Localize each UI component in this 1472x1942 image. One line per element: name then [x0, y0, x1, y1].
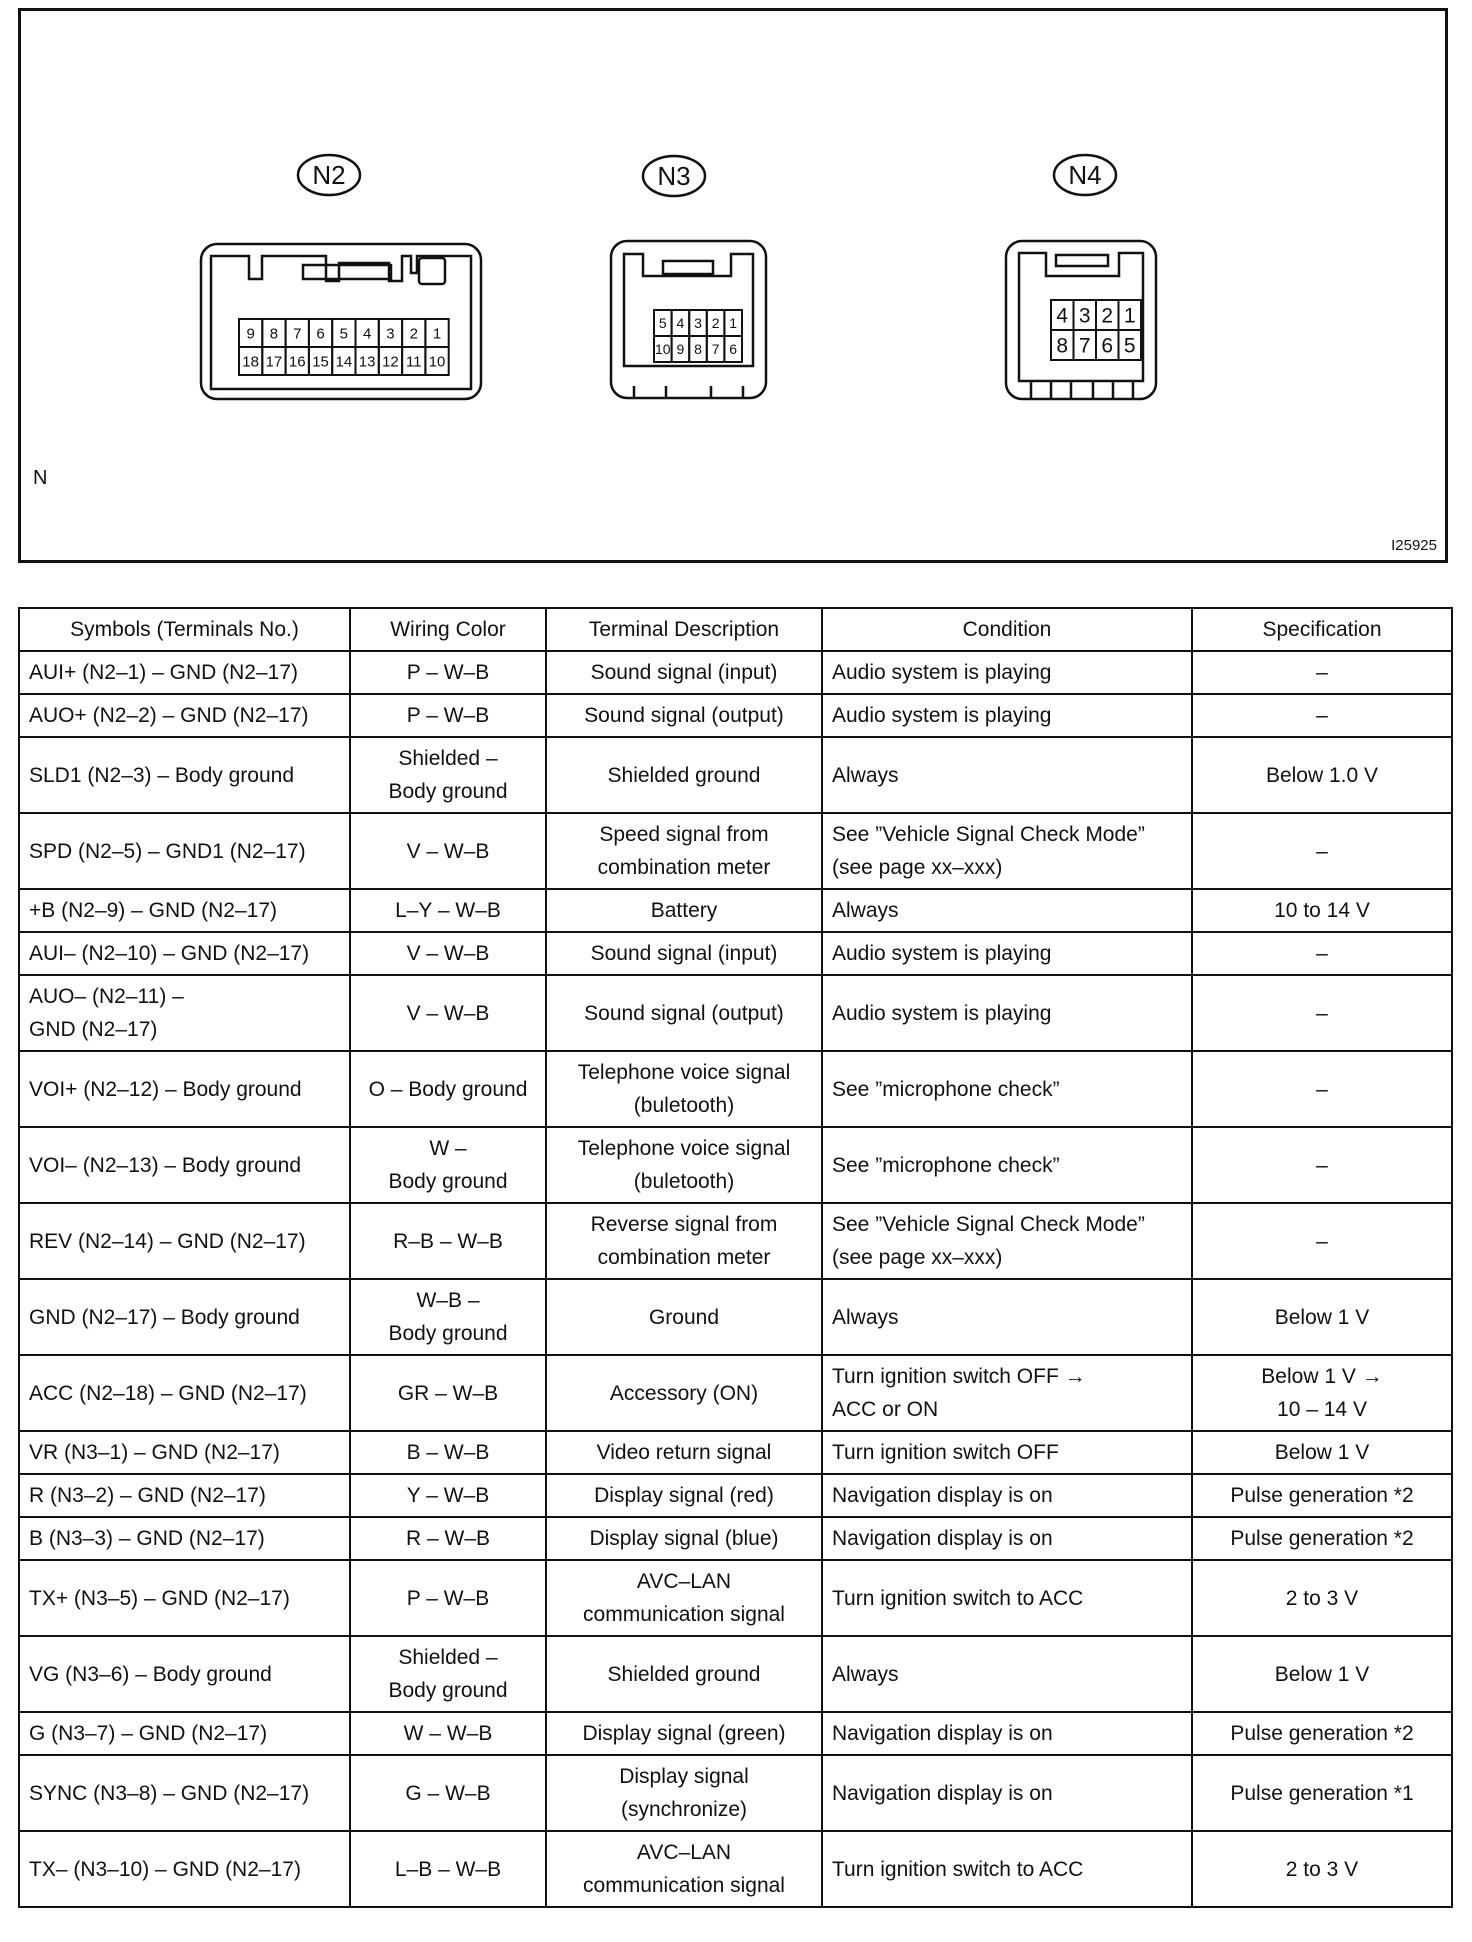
- table-row: [19, 1560, 1452, 1636]
- connector-pin-number: 8: [269, 325, 279, 343]
- condition-cell: Audio system is playing: [822, 975, 1192, 1051]
- specification-cell: Below 1 V: [1192, 1636, 1452, 1712]
- specification-cell: 2 to 3 V: [1192, 1831, 1452, 1907]
- table-row: [19, 1431, 1452, 1474]
- condition-cell: Turn ignition switch OFF → ACC or ON: [822, 1355, 1192, 1431]
- table-row: [19, 651, 1452, 694]
- table-row: [19, 889, 1452, 932]
- connector-pin-number: 6: [1101, 334, 1114, 358]
- condition-cell: Audio system is playing: [822, 651, 1192, 694]
- specification-cell: Pulse generation *2: [1192, 1517, 1452, 1560]
- terminal-symbol-cell: R (N3–2) – GND (N2–17): [19, 1474, 350, 1517]
- table-row: [19, 1831, 1452, 1907]
- terminal-description-cell: AVC–LAN communication signal: [546, 1560, 822, 1636]
- connector-pin-number: 7: [711, 341, 720, 358]
- connector-pin-number: 3: [694, 315, 702, 332]
- connector-pin-number: 8: [694, 341, 702, 358]
- terminal-description-cell: Video return signal: [546, 1431, 822, 1474]
- connector-pin-number: 11: [405, 353, 422, 371]
- wiring-color-cell: Shielded – Body ground: [350, 737, 546, 813]
- terminal-symbol-cell: SYNC (N3–8) – GND (N2–17): [19, 1755, 350, 1831]
- terminal-description-cell: Speed signal from combination meter: [546, 813, 822, 889]
- table-row: [19, 1517, 1452, 1560]
- connector-label-n3: N3: [657, 161, 691, 191]
- condition-cell: See ”Vehicle Signal Check Mode” (see page xx–xxx): [822, 1203, 1192, 1279]
- header-condition: Condition: [822, 608, 1192, 651]
- condition-cell: Always: [822, 1636, 1192, 1712]
- connector-pin-number: 6: [316, 325, 325, 343]
- specification-cell: Pulse generation *2: [1192, 1712, 1452, 1755]
- terminal-description-cell: Display signal (red): [546, 1474, 822, 1517]
- condition-cell: Navigation display is on: [822, 1517, 1192, 1560]
- connector-pin-number: 10: [655, 341, 671, 358]
- wiring-color-cell: P – W–B: [350, 651, 546, 694]
- wiring-color-cell: G – W–B: [350, 1755, 546, 1831]
- terminal-symbol-cell: G (N3–7) – GND (N2–17): [19, 1712, 350, 1755]
- specification-cell: –: [1192, 1203, 1452, 1279]
- header-symbols: Symbols (Terminals No.): [19, 608, 350, 651]
- connector-pin-number: 5: [1123, 334, 1136, 358]
- condition-cell: Audio system is playing: [822, 694, 1192, 737]
- connector-pin-number: 14: [335, 353, 353, 371]
- connector-pin-number: 1: [729, 315, 738, 332]
- terminal-symbol-cell: TX+ (N3–5) – GND (N2–17): [19, 1560, 350, 1636]
- condition-cell: See ”microphone check”: [822, 1051, 1192, 1127]
- specification-cell: 10 to 14 V: [1192, 889, 1452, 932]
- terminal-description-cell: Telephone voice signal (buletooth): [546, 1127, 822, 1203]
- connector-pin-number: 3: [1078, 304, 1091, 328]
- terminal-symbol-cell: TX– (N3–10) – GND (N2–17): [19, 1831, 350, 1907]
- condition-cell: Turn ignition switch OFF: [822, 1431, 1192, 1474]
- condition-cell: See ”Vehicle Signal Check Mode” (see page xx–xxx): [822, 813, 1192, 889]
- wiring-color-cell: V – W–B: [350, 932, 546, 975]
- wiring-color-cell: O – Body ground: [350, 1051, 546, 1127]
- condition-cell: Navigation display is on: [822, 1712, 1192, 1755]
- terminal-description-cell: Sound signal (output): [546, 694, 822, 737]
- table-row: [19, 1712, 1452, 1755]
- terminal-description-cell: Accessory (ON): [546, 1355, 822, 1431]
- condition-cell: Always: [822, 1279, 1192, 1355]
- specification-cell: –: [1192, 975, 1452, 1051]
- terminal-symbol-cell: VOI+ (N2–12) – Body ground: [19, 1051, 350, 1127]
- connector-pin-number: 8: [1056, 334, 1069, 358]
- terminal-symbol-cell: AUO– (N2–11) – GND (N2–17): [19, 975, 350, 1051]
- terminal-description-cell: Shielded ground: [546, 1636, 822, 1712]
- connector-label-n4: N4: [1068, 160, 1102, 190]
- wiring-color-cell: Shielded – Body ground: [350, 1636, 546, 1712]
- terminal-description-cell: AVC–LAN communication signal: [546, 1831, 822, 1907]
- wiring-color-cell: W – W–B: [350, 1712, 546, 1755]
- table-row: [19, 1051, 1452, 1127]
- wiring-color-cell: L–Y – W–B: [350, 889, 546, 932]
- wiring-color-cell: W – Body ground: [350, 1127, 546, 1203]
- specification-cell: –: [1192, 651, 1452, 694]
- wiring-color-cell: GR – W–B: [350, 1355, 546, 1431]
- connector-pin-number: 3: [386, 325, 395, 343]
- terminal-description-cell: Shielded ground: [546, 737, 822, 813]
- figure-id: I25925: [1391, 537, 1437, 554]
- connector-pin-number: 4: [1056, 304, 1069, 328]
- terminal-description-cell: Display signal (green): [546, 1712, 822, 1755]
- terminal-symbol-cell: SLD1 (N2–3) – Body ground: [19, 737, 350, 813]
- table-row: [19, 1355, 1452, 1431]
- connector-figure: [18, 8, 1448, 563]
- wiring-color-cell: P – W–B: [350, 1560, 546, 1636]
- condition-cell: Navigation display is on: [822, 1474, 1192, 1517]
- connector-pin-number: 1: [1123, 304, 1136, 328]
- connector-pin-number: 10: [428, 353, 446, 371]
- header-wiring-color: Wiring Color: [350, 608, 546, 651]
- terminal-description-cell: Telephone voice signal (buletooth): [546, 1051, 822, 1127]
- table-row: [19, 932, 1452, 975]
- header-terminal-description: Terminal Description: [546, 608, 822, 651]
- connector-pin-number: 2: [711, 315, 720, 332]
- terminal-symbol-cell: ACC (N2–18) – GND (N2–17): [19, 1355, 350, 1431]
- terminal-symbol-cell: GND (N2–17) – Body ground: [19, 1279, 350, 1355]
- connector-pin-number: 9: [246, 325, 255, 343]
- terminal-description-cell: Sound signal (input): [546, 932, 822, 975]
- table-row: [19, 1636, 1452, 1712]
- table-row: [19, 1127, 1452, 1203]
- terminal-description-cell: Reverse signal from combination meter: [546, 1203, 822, 1279]
- connector-pin-number: 18: [242, 353, 259, 371]
- connector-pin-number: 4: [676, 315, 685, 332]
- table-body: [19, 651, 1452, 1907]
- specification-cell: Below 1 V: [1192, 1279, 1452, 1355]
- wiring-color-cell: V – W–B: [350, 975, 546, 1051]
- connector-label-n2: N2: [312, 160, 346, 190]
- specification-cell: 2 to 3 V: [1192, 1560, 1452, 1636]
- connector-pin-number: 12: [382, 353, 399, 371]
- connector-pin-number: 7: [1078, 334, 1091, 358]
- specification-cell: –: [1192, 694, 1452, 737]
- connector-pin-number: 5: [658, 315, 667, 332]
- connector-pin-number: 13: [358, 353, 376, 371]
- specification-cell: Pulse generation *1: [1192, 1755, 1452, 1831]
- connector-pin-number: 2: [409, 325, 418, 343]
- terminal-description-cell: Display signal (synchronize): [546, 1755, 822, 1831]
- terminal-table: [18, 607, 1453, 1908]
- table-row: [19, 694, 1452, 737]
- connector-pin-number: 15: [312, 353, 329, 371]
- terminal-symbol-cell: VR (N3–1) – GND (N2–17): [19, 1431, 350, 1474]
- table-row: [19, 975, 1452, 1051]
- wiring-color-cell: Y – W–B: [350, 1474, 546, 1517]
- terminal-symbol-cell: AUI– (N2–10) – GND (N2–17): [19, 932, 350, 975]
- header-specification: Specification: [1192, 608, 1452, 651]
- connector-pin-number: 17: [265, 353, 283, 371]
- connector-pin-number: 9: [676, 341, 685, 358]
- table-row: [19, 737, 1452, 813]
- terminal-description-cell: Sound signal (input): [546, 651, 822, 694]
- condition-cell: Navigation display is on: [822, 1755, 1192, 1831]
- condition-cell: Turn ignition switch to ACC: [822, 1831, 1192, 1907]
- terminal-symbol-cell: VOI– (N2–13) – Body ground: [19, 1127, 350, 1203]
- terminal-symbol-cell: AUO+ (N2–2) – GND (N2–17): [19, 694, 350, 737]
- condition-cell: See ”microphone check”: [822, 1127, 1192, 1203]
- condition-cell: Turn ignition switch to ACC: [822, 1560, 1192, 1636]
- terminal-description-cell: Battery: [546, 889, 822, 932]
- specification-cell: Below 1.0 V: [1192, 737, 1452, 813]
- table-row: [19, 1203, 1452, 1279]
- specification-cell: Pulse generation *2: [1192, 1474, 1452, 1517]
- table-row: [19, 813, 1452, 889]
- condition-cell: Always: [822, 889, 1192, 932]
- connector-pin-number: 16: [288, 353, 306, 371]
- terminal-symbol-cell: VG (N3–6) – Body ground: [19, 1636, 350, 1712]
- condition-cell: Audio system is playing: [822, 932, 1192, 975]
- specification-cell: Below 1 V: [1192, 1431, 1452, 1474]
- table-row: [19, 1755, 1452, 1831]
- wiring-color-cell: B – W–B: [350, 1431, 546, 1474]
- specification-cell: –: [1192, 1051, 1452, 1127]
- connector-pin-number: 4: [362, 325, 372, 343]
- terminal-symbol-cell: REV (N2–14) – GND (N2–17): [19, 1203, 350, 1279]
- connector-pin-number: 6: [729, 341, 738, 358]
- wiring-color-cell: W–B – Body ground: [350, 1279, 546, 1355]
- wiring-color-cell: R – W–B: [350, 1517, 546, 1560]
- wiring-color-cell: R–B – W–B: [350, 1203, 546, 1279]
- figure-corner-label: N: [33, 467, 48, 489]
- specification-cell: –: [1192, 813, 1452, 889]
- connector-pin-number: 2: [1101, 304, 1114, 328]
- wiring-color-cell: P – W–B: [350, 694, 546, 737]
- specification-cell: –: [1192, 1127, 1452, 1203]
- connector-pin-number: 5: [339, 325, 349, 343]
- wiring-color-cell: L–B – W–B: [350, 1831, 546, 1907]
- table-row: [19, 1474, 1452, 1517]
- specification-cell: –: [1192, 932, 1452, 975]
- connector-pin-number: 7: [293, 325, 302, 343]
- wiring-color-cell: V – W–B: [350, 813, 546, 889]
- table-header-row: [19, 608, 1452, 651]
- terminal-description-cell: Display signal (blue): [546, 1517, 822, 1560]
- terminal-description-cell: Sound signal (output): [546, 975, 822, 1051]
- terminal-symbol-cell: AUI+ (N2–1) – GND (N2–17): [19, 651, 350, 694]
- terminal-symbol-cell: B (N3–3) – GND (N2–17): [19, 1517, 350, 1560]
- terminal-symbol-cell: SPD (N2–5) – GND1 (N2–17): [19, 813, 350, 889]
- connector-pin-number: 1: [432, 325, 442, 343]
- terminal-description-cell: Ground: [546, 1279, 822, 1355]
- condition-cell: Always: [822, 737, 1192, 813]
- connector-diagram: [21, 11, 1451, 566]
- terminal-symbol-cell: +B (N2–9) – GND (N2–17): [19, 889, 350, 932]
- table-row: [19, 1279, 1452, 1355]
- specification-cell: Below 1 V → 10 – 14 V: [1192, 1355, 1452, 1431]
